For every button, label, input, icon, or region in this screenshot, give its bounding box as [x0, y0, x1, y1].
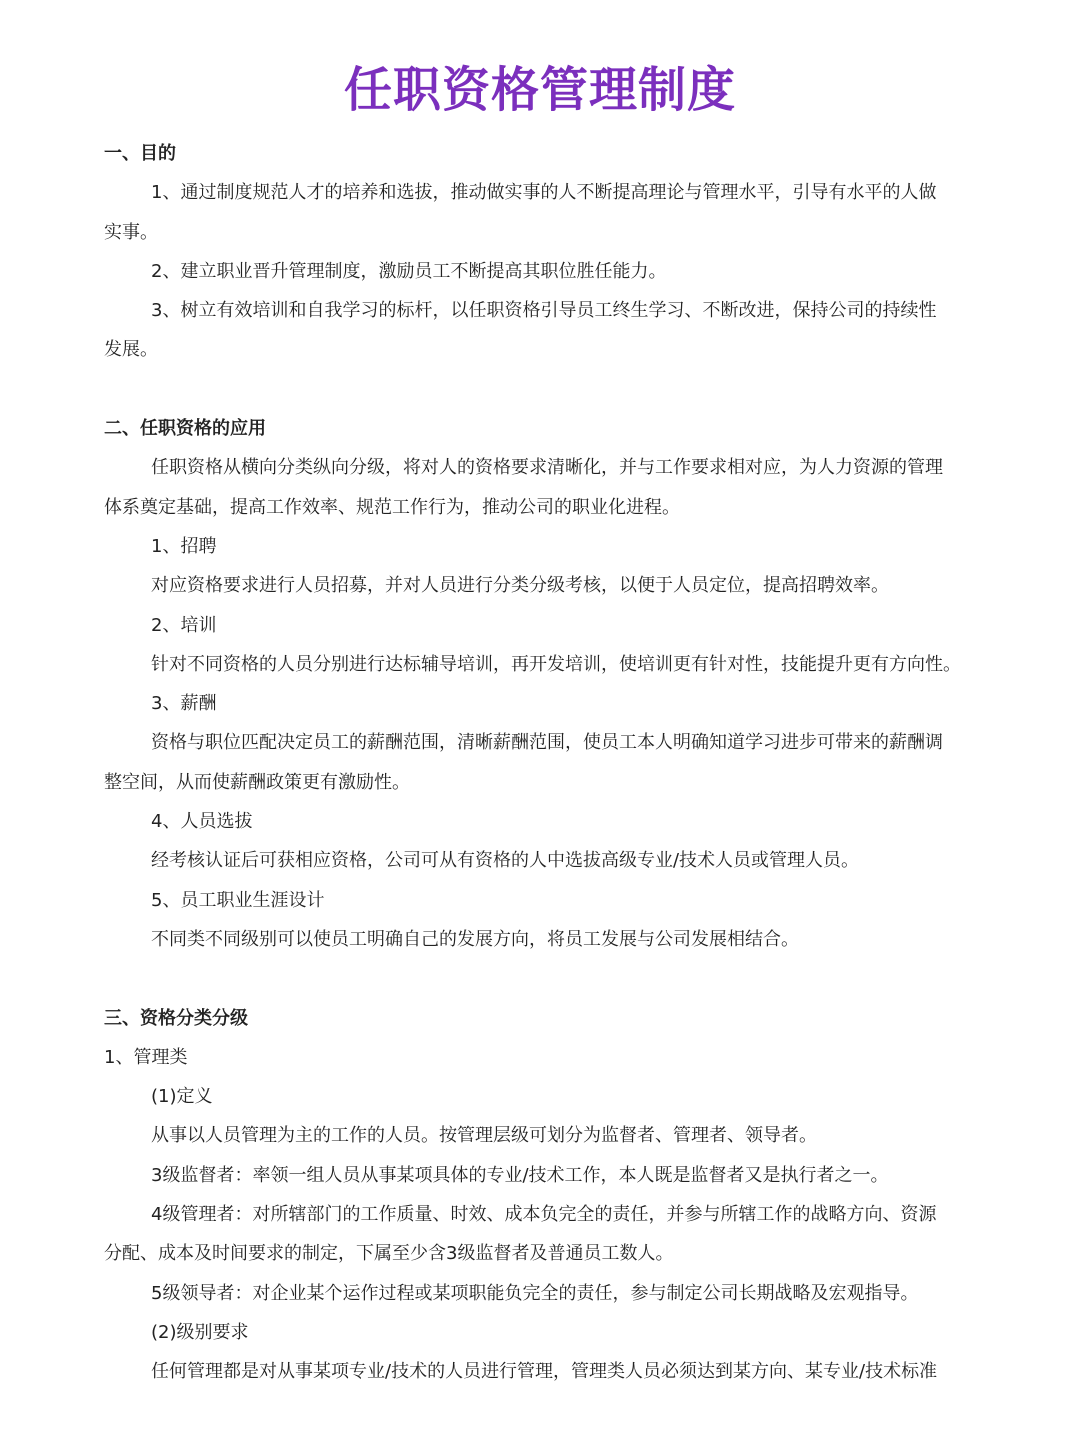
item-title: 4、人员选拔: [151, 811, 253, 833]
section-heading-application: 二、任职资格的应用: [104, 418, 266, 440]
document-title: 任职资格管理制度: [343, 62, 736, 118]
level-description: 5级领导者：对企业某个运作过程或某项职能负完全的责任，参与制定公司长期战略及宏观指导。: [151, 1282, 919, 1304]
paragraph: 1、通过制度规范人才的培养和选拔，推动做实事的人不断提高理论与管理水平，引导有水平的人做: [151, 182, 937, 204]
item-body: 不同类不同级别可以使员工明确自己的发展方向，将员工发展与公司发展相结合。: [151, 928, 799, 950]
item-body: 资格与职位匹配决定员工的薪酬范围，清晰薪酬范围，使员工本人明确知道学习进步可带来的薪酬调: [151, 732, 943, 754]
spacer: [104, 959, 980, 998]
section-heading-classification: 三、资格分类分级: [104, 1007, 248, 1029]
document-body: [104, 134, 980, 1392]
paragraph: 任职资格从横向分类纵向分级，将对人的资格要求清晰化，并与工作要求相对应，为人力资源的管理: [151, 457, 943, 479]
subsection-title: 1、管理类: [104, 1046, 188, 1068]
item-title: 3、薪酬: [151, 693, 217, 715]
item-body: 对应资格要求进行人员招募，并对人员进行分类分级考核，以便于人员定位，提高招聘效率。: [151, 575, 889, 597]
paragraph-continuation: 实事。: [104, 221, 158, 243]
item-body: 针对不同资格的人员分别进行达标辅导培训，再开发培训，使培训更有针对性，技能提升更有方向性。: [151, 653, 961, 675]
item-title: (2)级别要求: [151, 1321, 249, 1343]
section-heading-purpose: 一、目的: [104, 143, 176, 164]
paragraph-continuation: 发展。: [104, 339, 158, 361]
spacer: [104, 370, 980, 409]
item-body-continuation: 整空间，从而使薪酬政策更有激励性。: [104, 771, 410, 793]
level-description-continuation: 分配、成本及时间要求的制定，下属至少含3级监督者及普通员工数人。: [104, 1243, 674, 1265]
paragraph: 2、建立职业晋升管理制度，激励员工不断提高其职位胜任能力。: [151, 260, 667, 282]
item-title: 2、培训: [151, 614, 217, 636]
level-description: 4级管理者：对所辖部门的工作质量、时效、成本负完全的责任，并参与所辖工作的战略方向、资源: [151, 1204, 937, 1226]
item-title: (1)定义: [151, 1086, 213, 1108]
paragraph: 3、树立有效培训和自我学习的标杆，以任职资格引导员工终生学习、不断改进，保持公司的持续性: [151, 300, 937, 322]
item-body: 任何管理都是对从事某项专业/技术的人员进行管理，管理类人员必须达到某方向、某专业/技术标准: [151, 1361, 938, 1383]
item-title: 5、员工职业生涯设计: [151, 889, 325, 911]
item-title: 1、招聘: [151, 535, 217, 557]
level-description: 3级监督者：率领一组人员从事某项具体的专业/技术工作，本人既是监督者又是执行者之一。: [151, 1164, 889, 1186]
paragraph-continuation: 体系奠定基础，提高工作效率、规范工作行为，推动公司的职业化进程。: [104, 496, 680, 518]
item-body: 从事以人员管理为主的工作的人员。按管理层级可划分为监督者、管理者、领导者。: [151, 1125, 817, 1147]
item-body: 经考核认证后可获相应资格，公司可从有资格的人中选拔高级专业/技术人员或管理人员。: [151, 850, 860, 872]
